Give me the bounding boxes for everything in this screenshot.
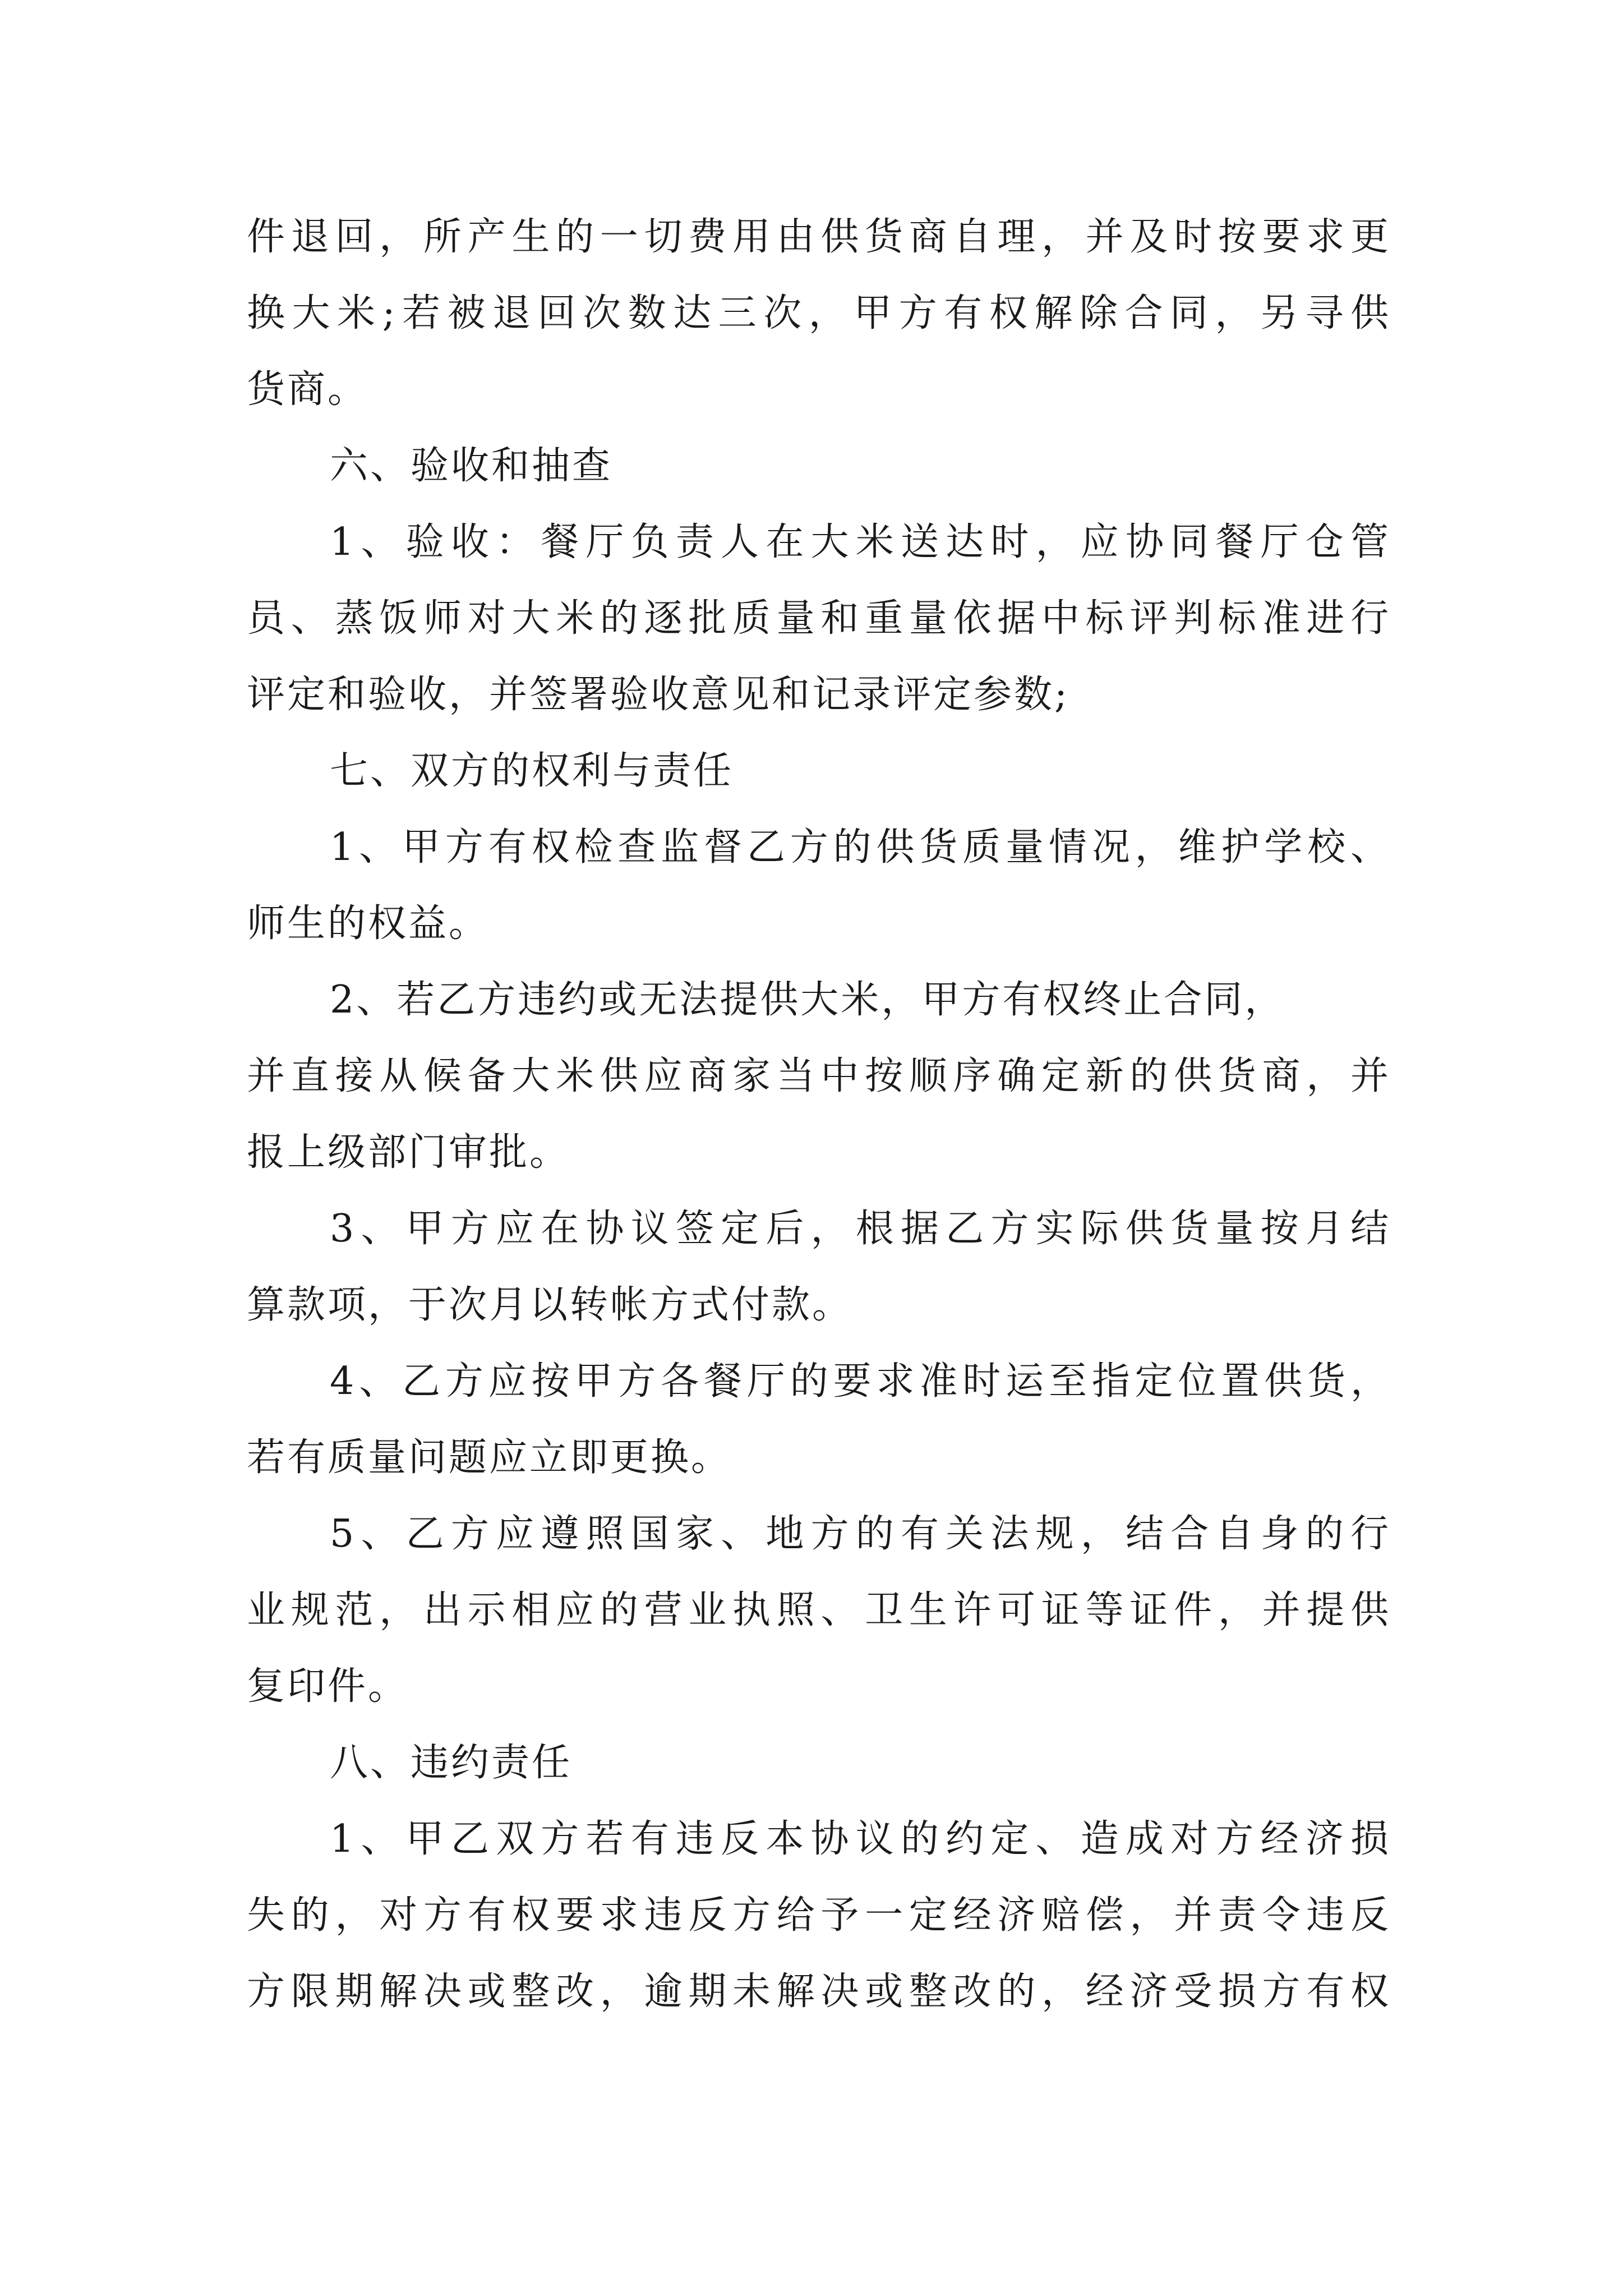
text-line: 若有质量问题应立即更换。 <box>247 1435 732 1480</box>
text-line: 业规范，出示相应的营业执照、卫生许可证等证件，并提供 <box>247 1588 1391 1632</box>
section-heading-seven: 七、双方的权利与责任 <box>330 749 734 793</box>
text-line: 3、甲方应在协议签定后，根据乙方实际供货量按月结 <box>330 1207 1391 1251</box>
text-line: 方限期解决或整改，逾期未解决或整改的，经济受损方有权 <box>247 1970 1391 2014</box>
text-line: 算款项，于次月以转帐方式付款。 <box>247 1283 853 1327</box>
contract-body-text <box>247 199 1391 2030</box>
text-line: 员、蒸饭师对大米的逐批质量和重量依据中标评判标准进行 <box>247 596 1391 641</box>
section-heading-eight: 八、违约责任 <box>330 1741 573 1785</box>
text-line: 件退回，所产生的一切费用由供货商自理，并及时按要求更 <box>247 215 1391 259</box>
text-line: 1、甲乙双方若有违反本协议的约定、造成对方经济损 <box>330 1817 1391 1861</box>
text-line: 4、乙方应按甲方各餐厅的要求准时运至指定位置供货， <box>330 1359 1391 1404</box>
text-line: 失的，对方有权要求违反方给予一定经济赔偿，并责令违反 <box>247 1893 1391 1938</box>
text-line: 1、甲方有权检查监督乙方的供货质量情况，维护学校、 <box>330 825 1391 869</box>
text-line: 1、验收：餐厅负责人在大米送达时，应协同餐厅仓管 <box>330 520 1391 564</box>
section-heading-six: 六、验收和抽查 <box>330 444 613 488</box>
text-line: 报上级部门审批。 <box>247 1130 570 1175</box>
text-line: 货商。 <box>247 367 368 412</box>
text-line: 2、若乙方违约或无法提供大米，甲方有权终止合同， <box>330 978 1285 1022</box>
text-line: 师生的权益。 <box>247 901 490 946</box>
text-line: 评定和验收，并签署验收意见和记录评定参数; <box>247 673 1069 717</box>
text-line: 并直接从候备大米供应商家当中按顺序确定新的供货商，并 <box>247 1054 1391 1098</box>
text-line: 换大米;若被退回次数达三次，甲方有权解除合同，另寻供 <box>247 291 1391 335</box>
text-line: 复印件。 <box>247 1664 409 1709</box>
text-line: 5、乙方应遵照国家、地方的有关法规，结合自身的行 <box>330 1512 1391 1556</box>
